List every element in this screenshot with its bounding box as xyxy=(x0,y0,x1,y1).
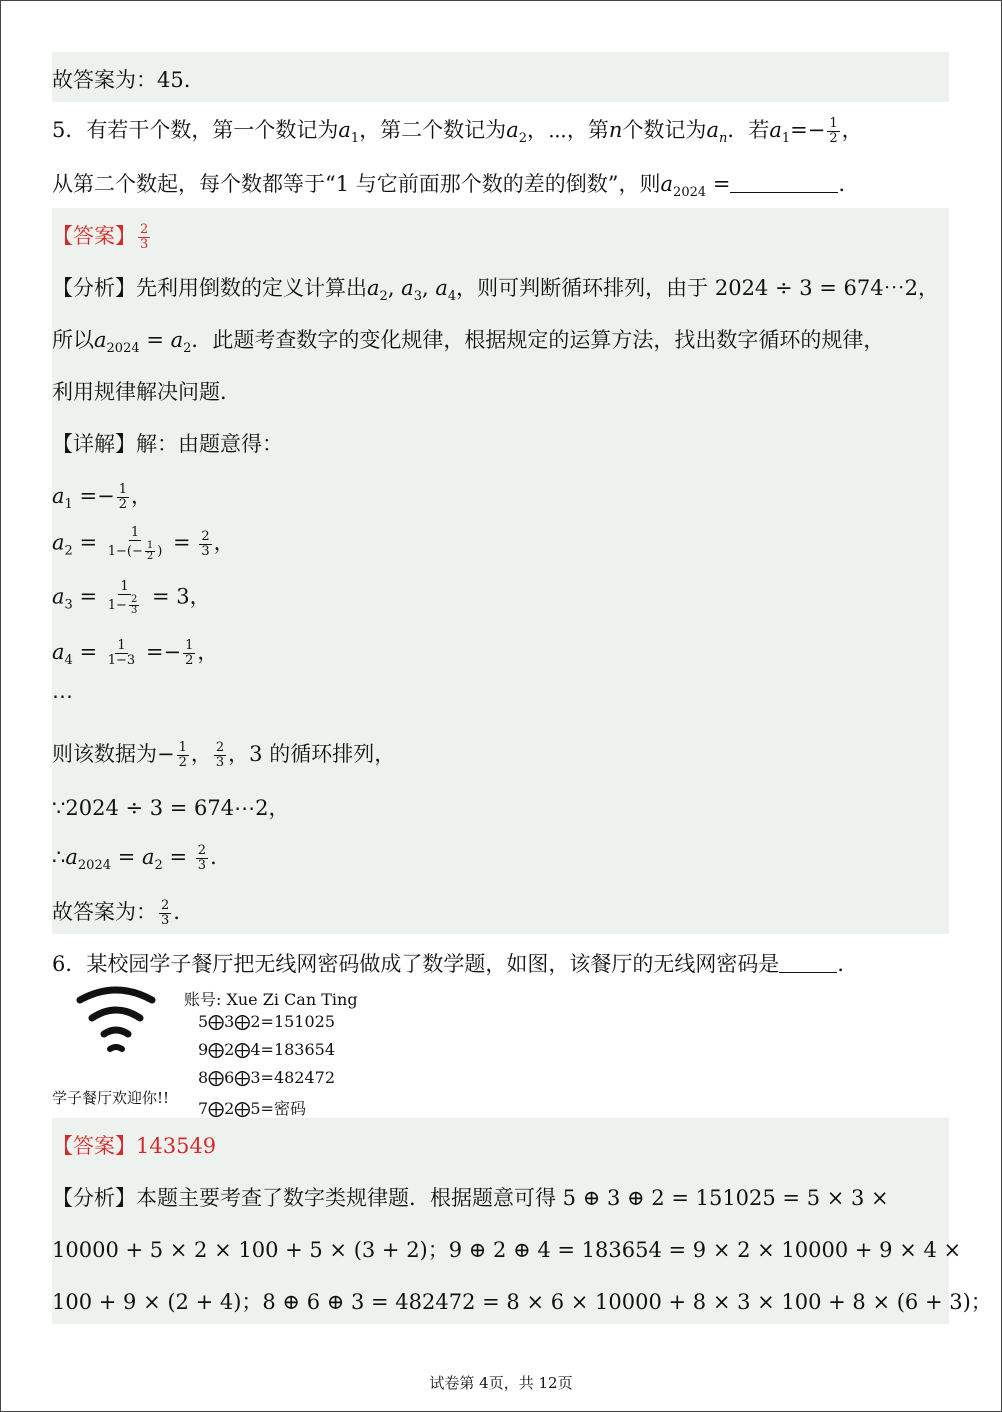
analysis-5-line-3: 利用规律解决问题． xyxy=(52,380,241,404)
figure-equation: 9⨁2⨁4=183654 xyxy=(198,1040,336,1059)
detail-eq-a3: $a_3$ = 1 1− $\frac{2}{3}$ = 3， xyxy=(52,579,211,616)
page-footer: 试卷第 4页，共 12页 xyxy=(429,1374,573,1392)
prev-answer-text: 故答案为：45. xyxy=(52,68,191,92)
answer-6: 【答案】143549 xyxy=(52,1134,217,1158)
question-5-line-1: 5．有若干个数，第一个数记为$a_1$，第二个数记为$a_2$，⋯，第n个数记为$a_n$．若$a_1=-$ $\frac{1}{2}$ ， xyxy=(52,116,863,146)
detail-cycle: 则该数据为− $\frac{1}{2}$ ， $\frac{2}{3}$ ，3 的循环排列， xyxy=(52,740,396,770)
solution-5-block xyxy=(52,208,949,934)
detail-eq-a1: $a_1$ =− $\frac{1}{2}$ ， xyxy=(52,482,152,512)
answer-blank xyxy=(730,174,838,193)
question-5-line-2: 从第二个数起，每个数都等于“1 与它前面那个数的差的倒数”，则$a_{2024}$ = ． xyxy=(52,172,860,200)
detail-therefore: $\therefore a_{2024} = a_2$ = $\frac{2}{3}$ . xyxy=(52,843,217,873)
analysis-6-line-1: 【分析】本题主要考查了数字类规律题．根据题意可得 5 ⊕ 3 ⊕ 2 = 151025 = 5 × 3 × xyxy=(52,1186,889,1210)
question-5 xyxy=(52,108,949,206)
prev-answer-block xyxy=(52,52,949,102)
answer-fraction: $\frac{2}{3}$ xyxy=(140,222,149,252)
analysis-6-line-3: 100 + 9 × (2 + 4)；8 ⊕ 6 ⊕ 3 = 482472 = 8 × 6 × 10000 + 8 × 3 × 100 + 8 × (6 + 3)； xyxy=(52,1290,992,1314)
question-6: 6．某校园学子餐厅把无线网密码做成了数学题，如图，该餐厅的无线网密码是 ． xyxy=(52,952,859,976)
detail-eq-a2: $a_2$ = 1 1−(− $\frac{1}{2}$ ) = $\frac{2}{3}$ ， xyxy=(52,525,235,562)
detail-dots: ⋯ xyxy=(52,684,73,708)
wifi-icon xyxy=(76,986,156,1056)
detail-eq-a4: $a_4$ = $\frac{1}{1-3}$ =− $\frac{1}{2}$ ， xyxy=(52,638,219,668)
figure-equation: 5⨁3⨁2=151025 xyxy=(198,1012,336,1031)
detail-because: ∵2024 ÷ 3 = 674⋯2， xyxy=(52,796,290,820)
figure-equation: 8⨁6⨁3=482472 xyxy=(198,1068,336,1087)
analysis-5-line-1: 【分析】先利用倒数的定义计算出$a_2$, $a_3$, $a_4$，则可判断循环排列，由于 2024 ÷ 3 = 674⋯2， xyxy=(52,276,939,304)
solution-6-block xyxy=(52,1118,992,1324)
analysis-5-line-2: 所以$a_{2024} = a_2$．此题考查数字的变化规律，根据规定的运算方法，找出数字循环的规律， xyxy=(52,328,885,356)
detail-5-intro: 【详解】解：由题意得： xyxy=(52,432,283,456)
fraction: $\frac{1}{2}$ xyxy=(829,116,838,146)
figure-equation: 7⨁2⨁5=密码 xyxy=(198,1099,306,1118)
question-6-text: 6．某校园学子餐厅把无线网密码做成了数学题，如图，该餐厅的无线网密码是 xyxy=(52,952,780,976)
detail-final: 故答案为： $\frac{2}{3}$ . xyxy=(52,898,180,928)
wifi-account: 账号: Xue Zi Can Ting xyxy=(184,990,358,1009)
answer-5: 【答案】 $\frac{2}{3}$ xyxy=(52,222,149,252)
wifi-caption: 学子餐厅欢迎你!! xyxy=(52,1089,170,1107)
analysis-6-line-2: 10000 + 5 × 2 × 100 + 5 × (3 + 2)；9 ⊕ 2 ⊕ 4 = 183654 = 9 × 2 × 10000 + 9 × 4 × xyxy=(52,1238,962,1262)
answer-blank xyxy=(779,954,837,973)
